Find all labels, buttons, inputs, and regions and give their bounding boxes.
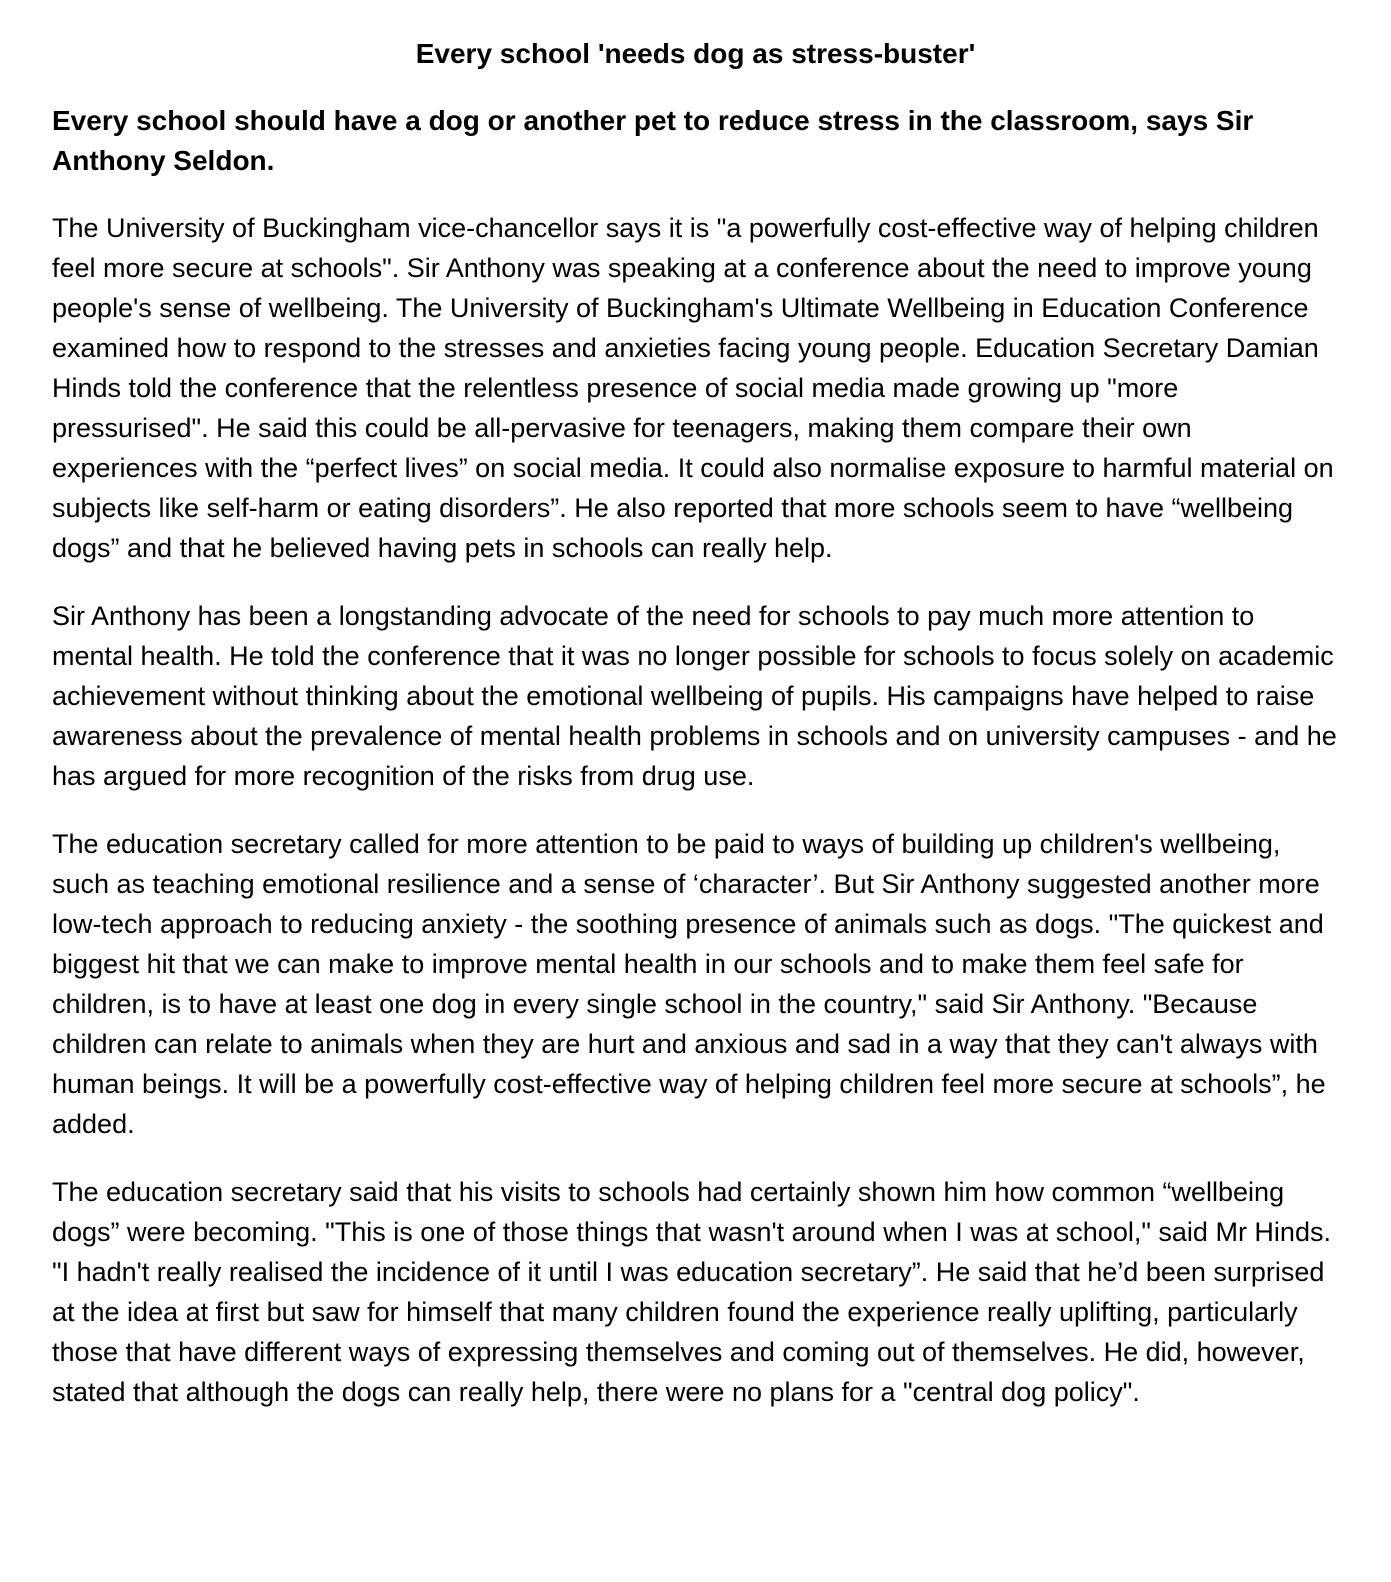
article-standfirst: Every school should have a dog or another pet to reduce stress in the classroom, says Sir Anthony Seldon.	[52, 105, 1254, 176]
body-paragraph-1: The University of Buckingham vice-chancellor says it is "a powerfully cost-effective way of helping children feel more secure at schools". Sir Anthony was speaking at a conference about the need to improve young people's sense of wellbeing. The University of Buckingham's Ultimate Wellbeing in Education Conference examined how to respond to the stresses and anxieties facing young people. Education Secretary Damian Hinds told the conference that the relentless presence of social media made growing up "more pressurised". He said this could be all-pervasive for teenagers, making them compare their own experiences with the “perfect lives” on social media. It could also normalise exposure to harmful material on subjects like self-harm or eating disorders”. He also reported that more schools seem to have “wellbeing dogs” and that he believed having pets in schools can really help.	[52, 213, 1334, 563]
body-paragraph-2: Sir Anthony has been a longstanding advocate of the need for schools to pay much more attention to mental health. He told the conference that it was no longer possible for schools to focus solely on academic achievement without thinking about the emotional wellbeing of pupils. His campaigns have helped to raise awareness about the prevalence of mental health problems in schools and on university campuses - and he has argued for more recognition of the risks from drug use.	[52, 601, 1337, 791]
article-title: Every school 'needs dog as stress-buster'	[415, 38, 976, 69]
body-paragraph-4: The education secretary said that his visits to schools had certainly shown him how common “wellbeing dogs” were becoming. "This is one of those things that wasn't around when I was at school," said Mr Hinds. "I hadn't really realised the incidence of it until I was education secretary”. He said that he’d been surprised at the idea at first but saw for himself that many children found the experience really uplifting, particularly those that have different ways of expressing themselves and coming out of themselves. He did, however, stated that although the dogs can really help, there were no plans for a "central dog policy".	[52, 1177, 1331, 1407]
body-paragraph-3: The education secretary called for more attention to be paid to ways of building up children's wellbeing, such as teaching emotional resilience and a sense of ‘character’. But Sir Anthony suggested another more low-tech approach to reducing anxiety - the soothing presence of animals such as dogs. "The quickest and biggest hit that we can make to improve mental health in our schools and to make them feel safe for children, is to have at least one dog in every single school in the country," said Sir Anthony. "Because children can relate to animals when they are hurt and anxious and sad in a way that they can't always with human beings. It will be a powerfully cost-effective way of helping children feel more secure at schools”, he added.	[52, 829, 1326, 1139]
